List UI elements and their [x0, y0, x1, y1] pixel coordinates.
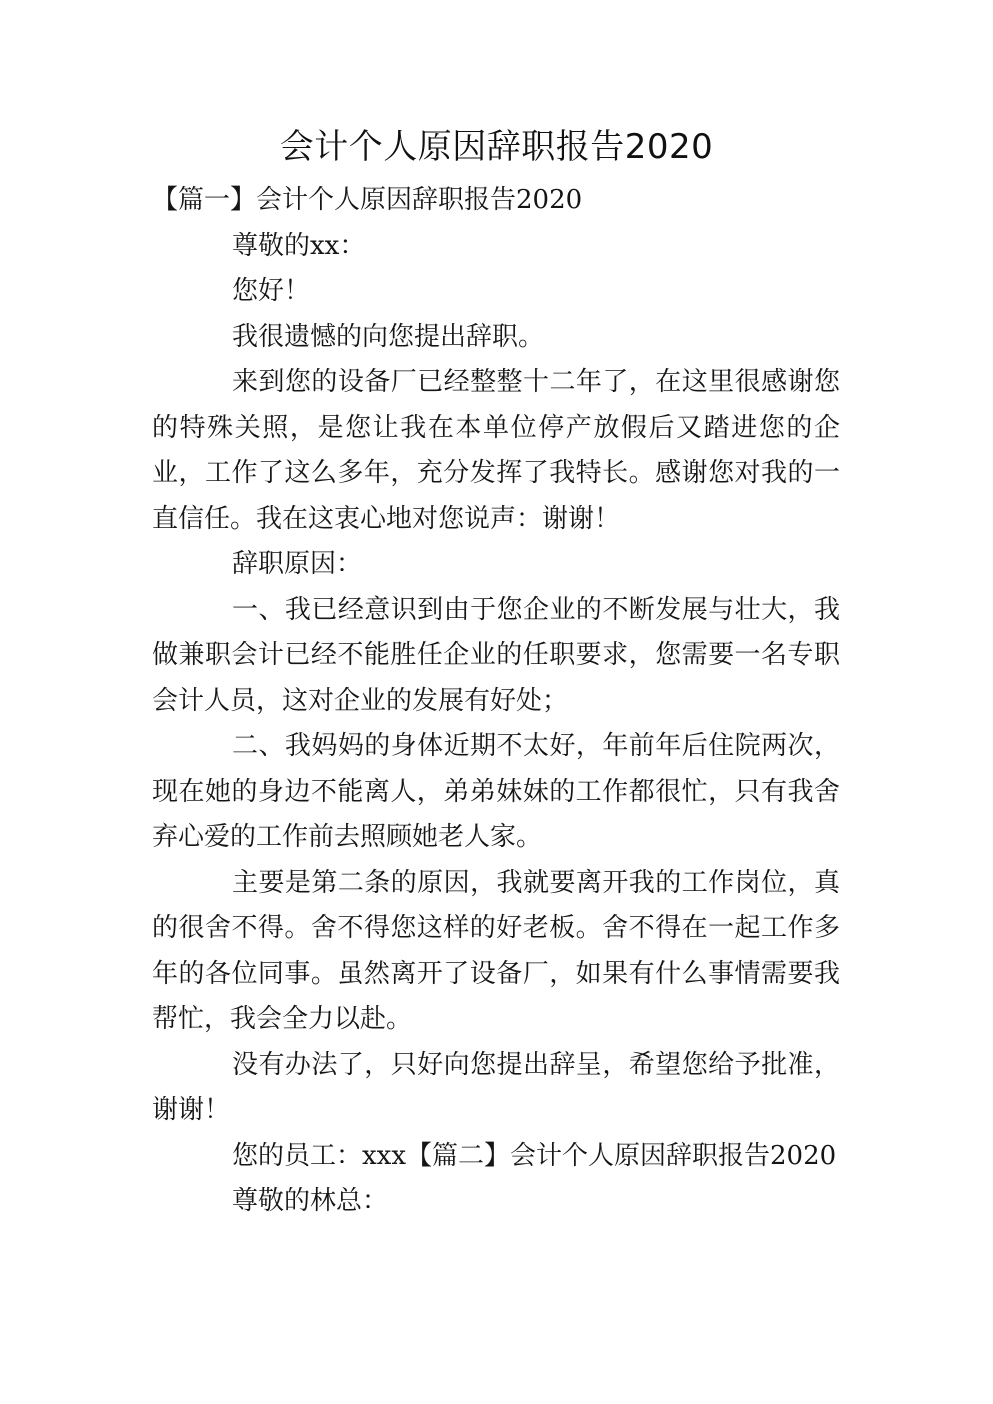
- paragraph-thanks: 来到您的设备厂已经整整十二年了，在这里很感谢您的特殊关照，是您让我在本单位停产放假后又踏进您的企业，工作了这么多年，充分发挥了我特长。感谢您对我的一直信任。我在这衷心地对您说声：谢谢！: [152, 367, 840, 534]
- reason-one: 一、我已经意识到由于您企业的不断发展与壮大，我做兼职会计已经不能胜任企业的任职要求，您需要一名专职会计人员，这对企业的发展有好处；: [152, 594, 840, 716]
- salutation: 尊敬的xx：: [232, 230, 366, 261]
- reasons-heading: 辞职原因：: [232, 549, 363, 579]
- document-body: [152, 178, 840, 1225]
- greeting: 您好！: [232, 276, 311, 306]
- reason-two: 二、我妈妈的身体近期不太好，年前年后住院两次，现在她的身边不能离人，弟弟妹妹的工作都很忙，只有我舍弃心爱的工作前去照顾她老人家。: [152, 731, 840, 852]
- paragraph-intent: 我很遗憾的向您提出辞职。: [232, 321, 545, 352]
- document-title: 会计个人原因辞职报告2020: [279, 127, 714, 167]
- paragraph-main-reason: 主要是第二条的原因，我就要离开我的工作岗位，真的很舍不得。舍不得您这样的好老板。舍不得在一起工作多年的各位同事。虽然离开了设备厂，如果有什么事情需要我帮忙，我会全力以赴。: [152, 867, 840, 1034]
- signature-and-next-section: 您的员工：xxx【篇二】会计个人原因辞职报告2020: [232, 1140, 837, 1171]
- salutation-second: 尊敬的林总：: [232, 1186, 389, 1216]
- paragraph-request: 没有办法了，只好向您提出辞呈，希望您给予批准，谢谢！: [152, 1049, 840, 1125]
- section-heading: 【篇一】会计个人原因辞职报告2020: [152, 185, 583, 215]
